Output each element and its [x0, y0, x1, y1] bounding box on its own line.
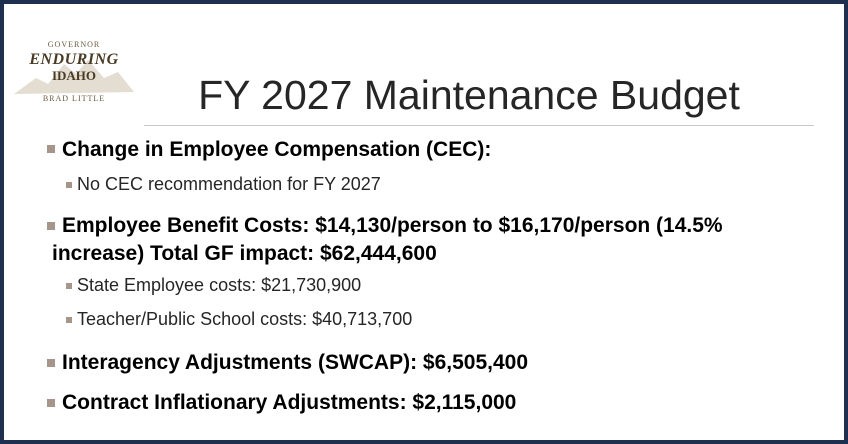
bullet-cec: Change in Employee Compensation (CEC):	[62, 138, 492, 161]
bullet-benefit-costs-continued: increase) Total GF impact: $62,444,600	[52, 242, 437, 265]
logo-idaho-text: IDAHO	[51, 68, 97, 83]
sub-bullet-state-employee: State Employee costs: $21,730,900	[77, 275, 362, 295]
logo-governor-text: GOVERNOR	[47, 40, 101, 49]
bullet-icon	[47, 359, 55, 367]
sub-bullet-no-cec: No CEC recommendation for FY 2027	[77, 174, 381, 194]
bullet-icon	[66, 283, 72, 289]
bullet-icon	[47, 399, 55, 407]
bullet-interagency: Interagency Adjustments (SWCAP): $6,505,400	[62, 351, 529, 374]
bullet-icon	[47, 145, 55, 153]
bullet-benefit-costs: Employee Benefit Costs: $14,130/person to $16,170/person (14.5%	[62, 214, 723, 237]
slide-title: FY 2027 Maintenance Budget	[198, 72, 740, 118]
enduring-idaho-logo	[14, 40, 134, 106]
logo-brad-little-text: BRAD LITTLE	[42, 94, 106, 103]
logo-enduring-text: ENDURING	[29, 51, 119, 68]
bullet-contract-inflation: Contract Inflationary Adjustments: $2,115,000	[62, 391, 517, 414]
bullet-icon	[47, 222, 55, 230]
sub-bullet-teacher-school: Teacher/Public School costs: $40,713,700	[77, 309, 413, 329]
bullet-icon	[66, 317, 72, 323]
title-divider	[144, 125, 814, 126]
bullet-icon	[66, 182, 72, 188]
